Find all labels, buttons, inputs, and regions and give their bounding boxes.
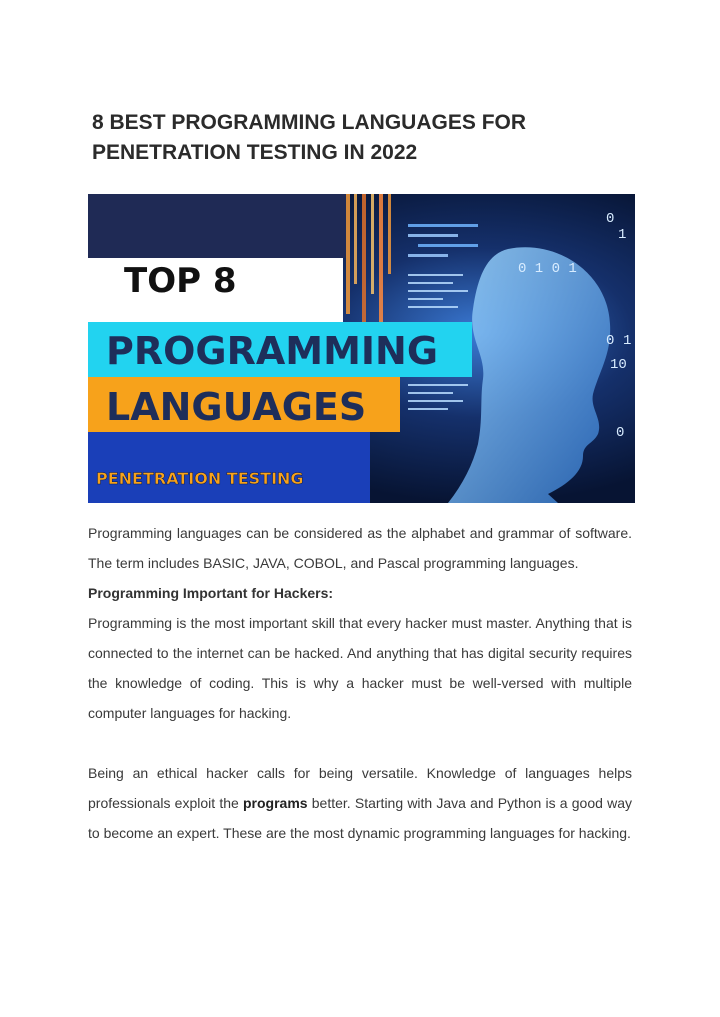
paragraph-importance: Programming is the most important skill that every hacker must master. Anything that is connected to the internet can be hacked. And anything that has digital security requires the knowledge of coding. This is why a hacker must be well-versed with multiple computer languages for hacking. [88, 615, 632, 721]
hero-top-label: TOP 8 [124, 261, 237, 301]
svg-text:0: 0 [616, 425, 625, 441]
svg-text:1: 1 [618, 227, 627, 243]
hero-band3-label: PENETRATION TESTING [96, 469, 304, 488]
svg-text:0: 0 [606, 333, 615, 349]
title-line-1: 8 BEST PROGRAMMING LANGUAGES FOR [92, 111, 527, 134]
svg-text:1: 1 [623, 333, 632, 349]
svg-text:0 1 0 1: 0 1 0 1 [518, 261, 577, 277]
hero-image [88, 194, 635, 503]
article-body [88, 518, 632, 848]
svg-text:0: 0 [606, 211, 615, 227]
bold-programs: programs [243, 795, 308, 811]
paragraph-versatility [88, 758, 632, 848]
section-heading: Programming Important for Hackers: [88, 585, 334, 601]
hero-band2-label: LANGUAGES [106, 385, 367, 429]
navy-panel [88, 194, 346, 258]
paragraph-intro: Programming languages can be considered as the alphabet and grammar of software. The term includes BASIC, JAVA, COBOL, and Pascal programming languages. [88, 525, 632, 571]
page-title [92, 108, 652, 168]
blue-band [88, 432, 370, 503]
paragraph-versatility-a: Being an ethical hacker calls for being versatile. Knowledge of languages helps professionals exploit the [88, 765, 632, 811]
paragraph-versatility-b: better. Starting with Java and Python is a good way to become an expert. These are the most dynamic programming languages for hacking. [88, 795, 632, 841]
paragraph-spacer [88, 728, 632, 758]
svg-text:10: 10 [610, 357, 627, 373]
title-line-2: PENETRATION TESTING IN 2022 [92, 141, 418, 164]
hero-band1-label: PROGRAMMING [106, 329, 439, 373]
